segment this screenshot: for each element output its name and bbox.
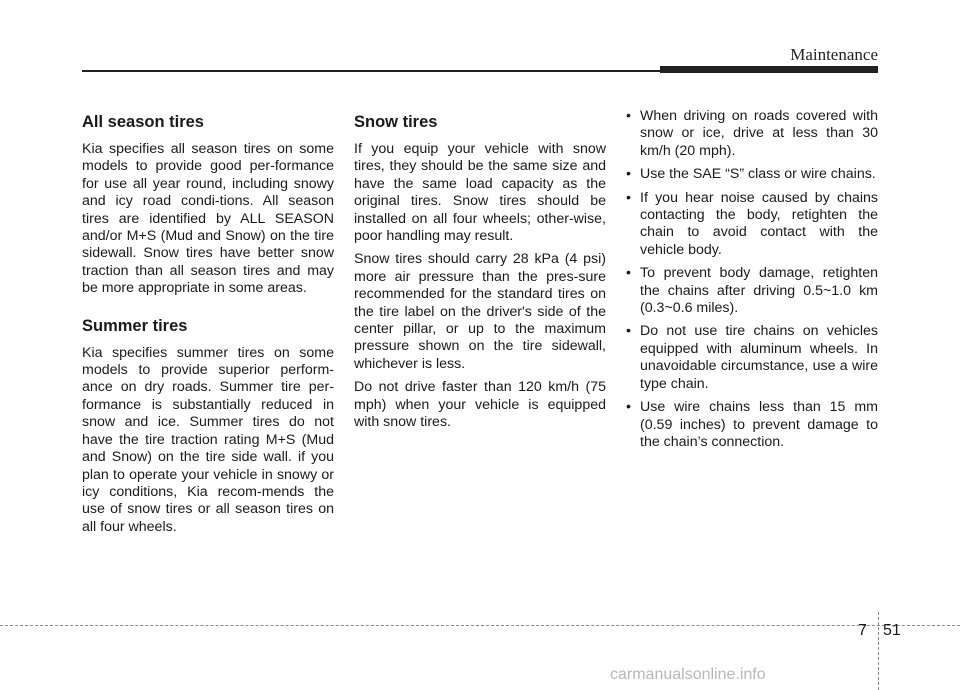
bullet-icon: • — [626, 265, 631, 282]
paragraph-summer: Kia specifies summer tires on some models to provide superior perform-ance on dry roads. Summer tire per-formance is substantially reduced in snow and ice. Summer tires do not have the tire traction rating M+S (Mud and Snow) on the tire side wall. if you plan to operate your vehicle in snowy or icy conditions, Kia recom-mends the use of snow tires or all season tires on all four wheels. — [82, 344, 334, 535]
chapter-number: 7 — [858, 622, 867, 639]
bullet-icon: • — [626, 399, 631, 416]
list-item-text: When driving on roads covered with snow or ice, drive at less than 30 km/h (20 mph). — [640, 108, 878, 159]
page-number: 51 — [883, 622, 901, 639]
list-item — [626, 108, 878, 160]
list-item — [626, 166, 878, 183]
footer-divider — [0, 625, 960, 626]
chain-tips-list — [626, 108, 878, 451]
heading-all-season-tires: All season tires — [82, 113, 204, 131]
bullet-icon: • — [626, 189, 631, 206]
bullet-icon: • — [626, 108, 631, 124]
watermark: carmanualsonline.info — [610, 666, 766, 683]
list-item-text: Use the SAE “S” class or wire chains. — [640, 166, 876, 183]
column-middle — [354, 108, 606, 438]
list-item-text: If you hear noise caused by chains contacting the body, retighten the chain to avoid contact with the vehicle body. — [640, 189, 878, 258]
list-item — [626, 190, 878, 260]
header-rule — [82, 70, 662, 72]
list-item-text: Do not use tire chains on vehicles equipped with aluminum wheels. In unavoidable circumstance, use a wire type chain. — [640, 323, 878, 392]
page-number-divider — [878, 612, 879, 690]
column-right — [626, 108, 878, 457]
column-left — [82, 108, 334, 542]
bullet-icon: • — [626, 166, 631, 183]
list-item — [626, 399, 878, 451]
paragraph-snow-3: Do not drive faster than 120 km/h (75 mph) when your vehicle is equipped with snow tires. — [354, 379, 606, 431]
list-item-text: To prevent body damage, retighten the chains after driving 0.5~1.0 km (0.3~0.6 miles). — [640, 265, 878, 317]
paragraph-snow-1: If you equip your vehicle with snow tires, they should be the same size and have the same load capacity as the original tires. Snow tires should be installed on all four wheels; other-wise, poor handling may result. — [354, 141, 606, 245]
list-item-text: Use wire chains less than 15 mm (0.59 inches) to prevent damage to the chain’s connection. — [640, 399, 878, 450]
paragraph-snow-2: Snow tires should carry 28 kPa (4 psi) more air pressure than the pres-sure recommended for the standard tires on the tire label on the driver's side of the center pillar, or up to the maximum pressure shown on the tire sidewall, whichever is less. — [354, 251, 606, 372]
heading-summer-tires: Summer tires — [82, 316, 188, 335]
section-title: Maintenance — [790, 45, 878, 64]
heading-snow-tires: Snow tires — [354, 113, 438, 131]
bullet-icon: • — [626, 323, 631, 340]
list-item — [626, 323, 878, 393]
list-item — [626, 265, 878, 317]
paragraph-all-season: Kia specifies all season tires on some models to provide good per-formance for use all year round, including snowy and icy road condi-tions. All season tires are identified by ALL SEASON and/or M+S (Mud and Snow) on the tire sidewall. Snow tires have better snow traction than all season tires and may be more appropriate in some areas. — [82, 141, 334, 297]
header-rule-accent — [660, 66, 878, 73]
